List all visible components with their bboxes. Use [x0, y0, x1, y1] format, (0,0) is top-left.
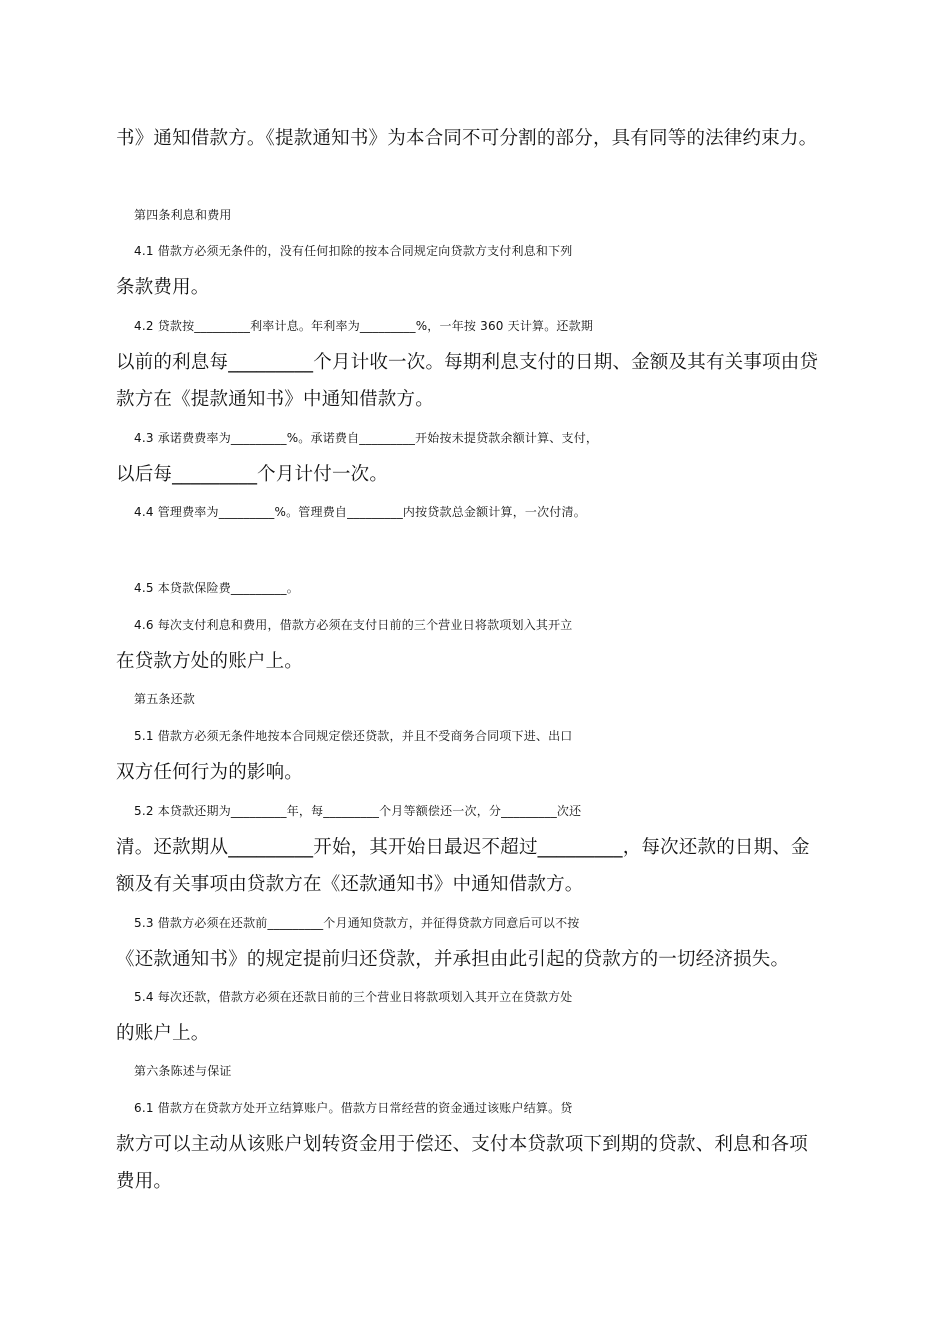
text-line: 清。还款期从_________开始，其开始日最迟不超过_________，每次还款的日期、金 [116, 837, 810, 858]
text-line: 4.2 贷款按_________利率计息。年利率为_________%，一年按 360 天计算。还款期 [134, 319, 594, 333]
text-line: 以前的利息每_________个月计收一次。每期利息支付的日期、金额及其有关事项由贷 [116, 352, 819, 373]
section-heading: 第五条还款 [134, 692, 196, 706]
text-line: 在贷款方处的账户上。 [116, 651, 304, 672]
text-line: 5.3 借款方必须在还款前_________个月通知贷款方，并征得贷款方同意后可以不按 [134, 916, 580, 930]
text-line: 书》通知借款方。《提款通知书》为本合同不可分割的部分，具有同等的法律约束力。 [116, 128, 818, 149]
text-line: 款方可以主动从该账户划转资金用于偿还、支付本贷款项下到期的贷款、利息和各项 [116, 1134, 808, 1155]
section-heading: 第四条利息和费用 [134, 208, 232, 222]
text-line: 5.1 借款方必须无条件地按本合同规定偿还贷款，并且不受商务合同项下进、出口 [134, 729, 573, 743]
text-line: 5.2 本贷款还期为_________年，每_________个月等额偿还一次，分_________次还 [134, 804, 582, 818]
text-line: 款方在《提款通知书》中通知借款方。 [116, 389, 434, 410]
text-line: 6.1 借款方在贷款方处开立结算账户。借款方日常经营的资金通过该账户结算。贷 [134, 1101, 573, 1115]
text-line: 额及有关事项由贷款方在《还款通知书》中通知借款方。 [116, 874, 584, 895]
text-line: 4.6 每次支付利息和费用，借款方必须在支付日前的三个营业日将款项划入其开立 [134, 618, 573, 632]
text-line: 4.1 借款方必须无条件的，没有任何扣除的按本合同规定向贷款方支付利息和下列 [134, 244, 573, 258]
text-line: 的账户上。 [116, 1023, 210, 1044]
text-line: 双方任何行为的影响。 [116, 762, 304, 783]
text-line: 4.5 本贷款保险费_________。 [134, 581, 299, 595]
text-line: 《还款通知书》的规定提前归还贷款，并承担由此引起的贷款方的一切经济损失。 [116, 949, 790, 970]
text-line: 费用。 [116, 1171, 173, 1192]
section-heading: 第六条陈述与保证 [134, 1064, 232, 1078]
text-line: 4.4 管理费率为_________%。管理费自_________内按贷款总金额计算，一次付清。 [134, 505, 586, 519]
text-line: 条款费用。 [116, 277, 210, 298]
text-line: 以后每_________个月计付一次。 [116, 464, 389, 485]
text-line: 5.4 每次还款，借款方必须在还款日前的三个营业日将款项划入其开立在贷款方处 [134, 990, 573, 1004]
text-line: 4.3 承诺费费率为_________%。承诺费自_________开始按未提贷款余额计算、支付， [134, 431, 599, 445]
